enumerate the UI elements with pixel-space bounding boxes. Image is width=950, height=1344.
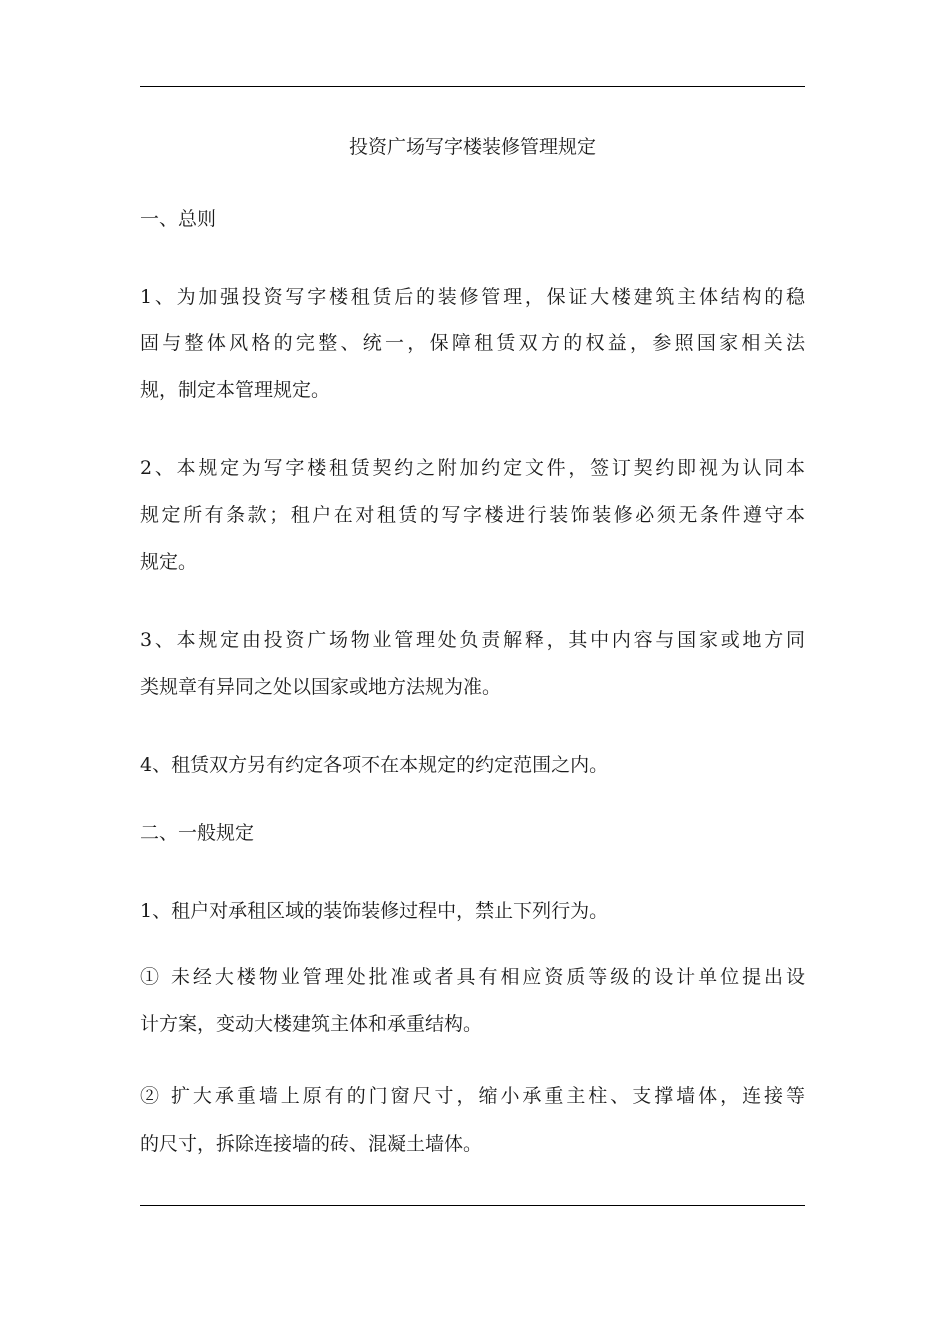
paragraph-line: 固与整体风格的完整、统一，保障租赁双方的权益，参照国家相关法	[140, 332, 805, 354]
header-rule	[140, 86, 805, 87]
paragraph-line: 计方案，变动大楼建筑主体和承重结构。	[140, 1013, 483, 1035]
paragraph-line: ② 扩大承重墙上原有的门窗尺寸，缩小承重主柱、支撑墙体，连接等	[140, 1085, 805, 1107]
paragraph-line: 4、租赁双方另有约定各项不在本规定的约定范围之内。	[140, 754, 609, 776]
paragraph-line: 类规章有异同之处以国家或地方法规为准。	[140, 676, 502, 698]
paragraph-line: 3、本规定由投资广场物业管理处负责解释，其中内容与国家或地方同	[140, 629, 805, 651]
paragraph-line: 2、本规定为写字楼租赁契约之附加约定文件，签订契约即视为认同本	[140, 457, 805, 479]
footer-rule	[140, 1205, 805, 1206]
paragraph-line: 1、租户对承租区域的装饰装修过程中，禁止下列行为。	[140, 900, 609, 922]
document-title: 投资广场写字楼装修管理规定	[348, 136, 596, 158]
paragraph-line: 规定所有条款；租户在对租赁的写字楼进行装饰装修必须无条件遵守本	[140, 504, 805, 526]
paragraph-line: 规，制定本管理规定。	[140, 379, 331, 401]
paragraph-line: 1、为加强投资写字楼租赁后的装修管理，保证大楼建筑主体结构的稳	[140, 286, 805, 308]
section-heading-general-rules: 二、一般规定	[140, 822, 255, 844]
section-heading-general: 一、总则	[140, 208, 217, 230]
paragraph-line: 的尺寸，拆除连接墙的砖、混凝土墙体。	[140, 1133, 483, 1155]
paragraph-line: 规定。	[140, 551, 198, 573]
paragraph-line: ① 未经大楼物业管理处批准或者具有相应资质等级的设计单位提出设	[140, 966, 805, 988]
